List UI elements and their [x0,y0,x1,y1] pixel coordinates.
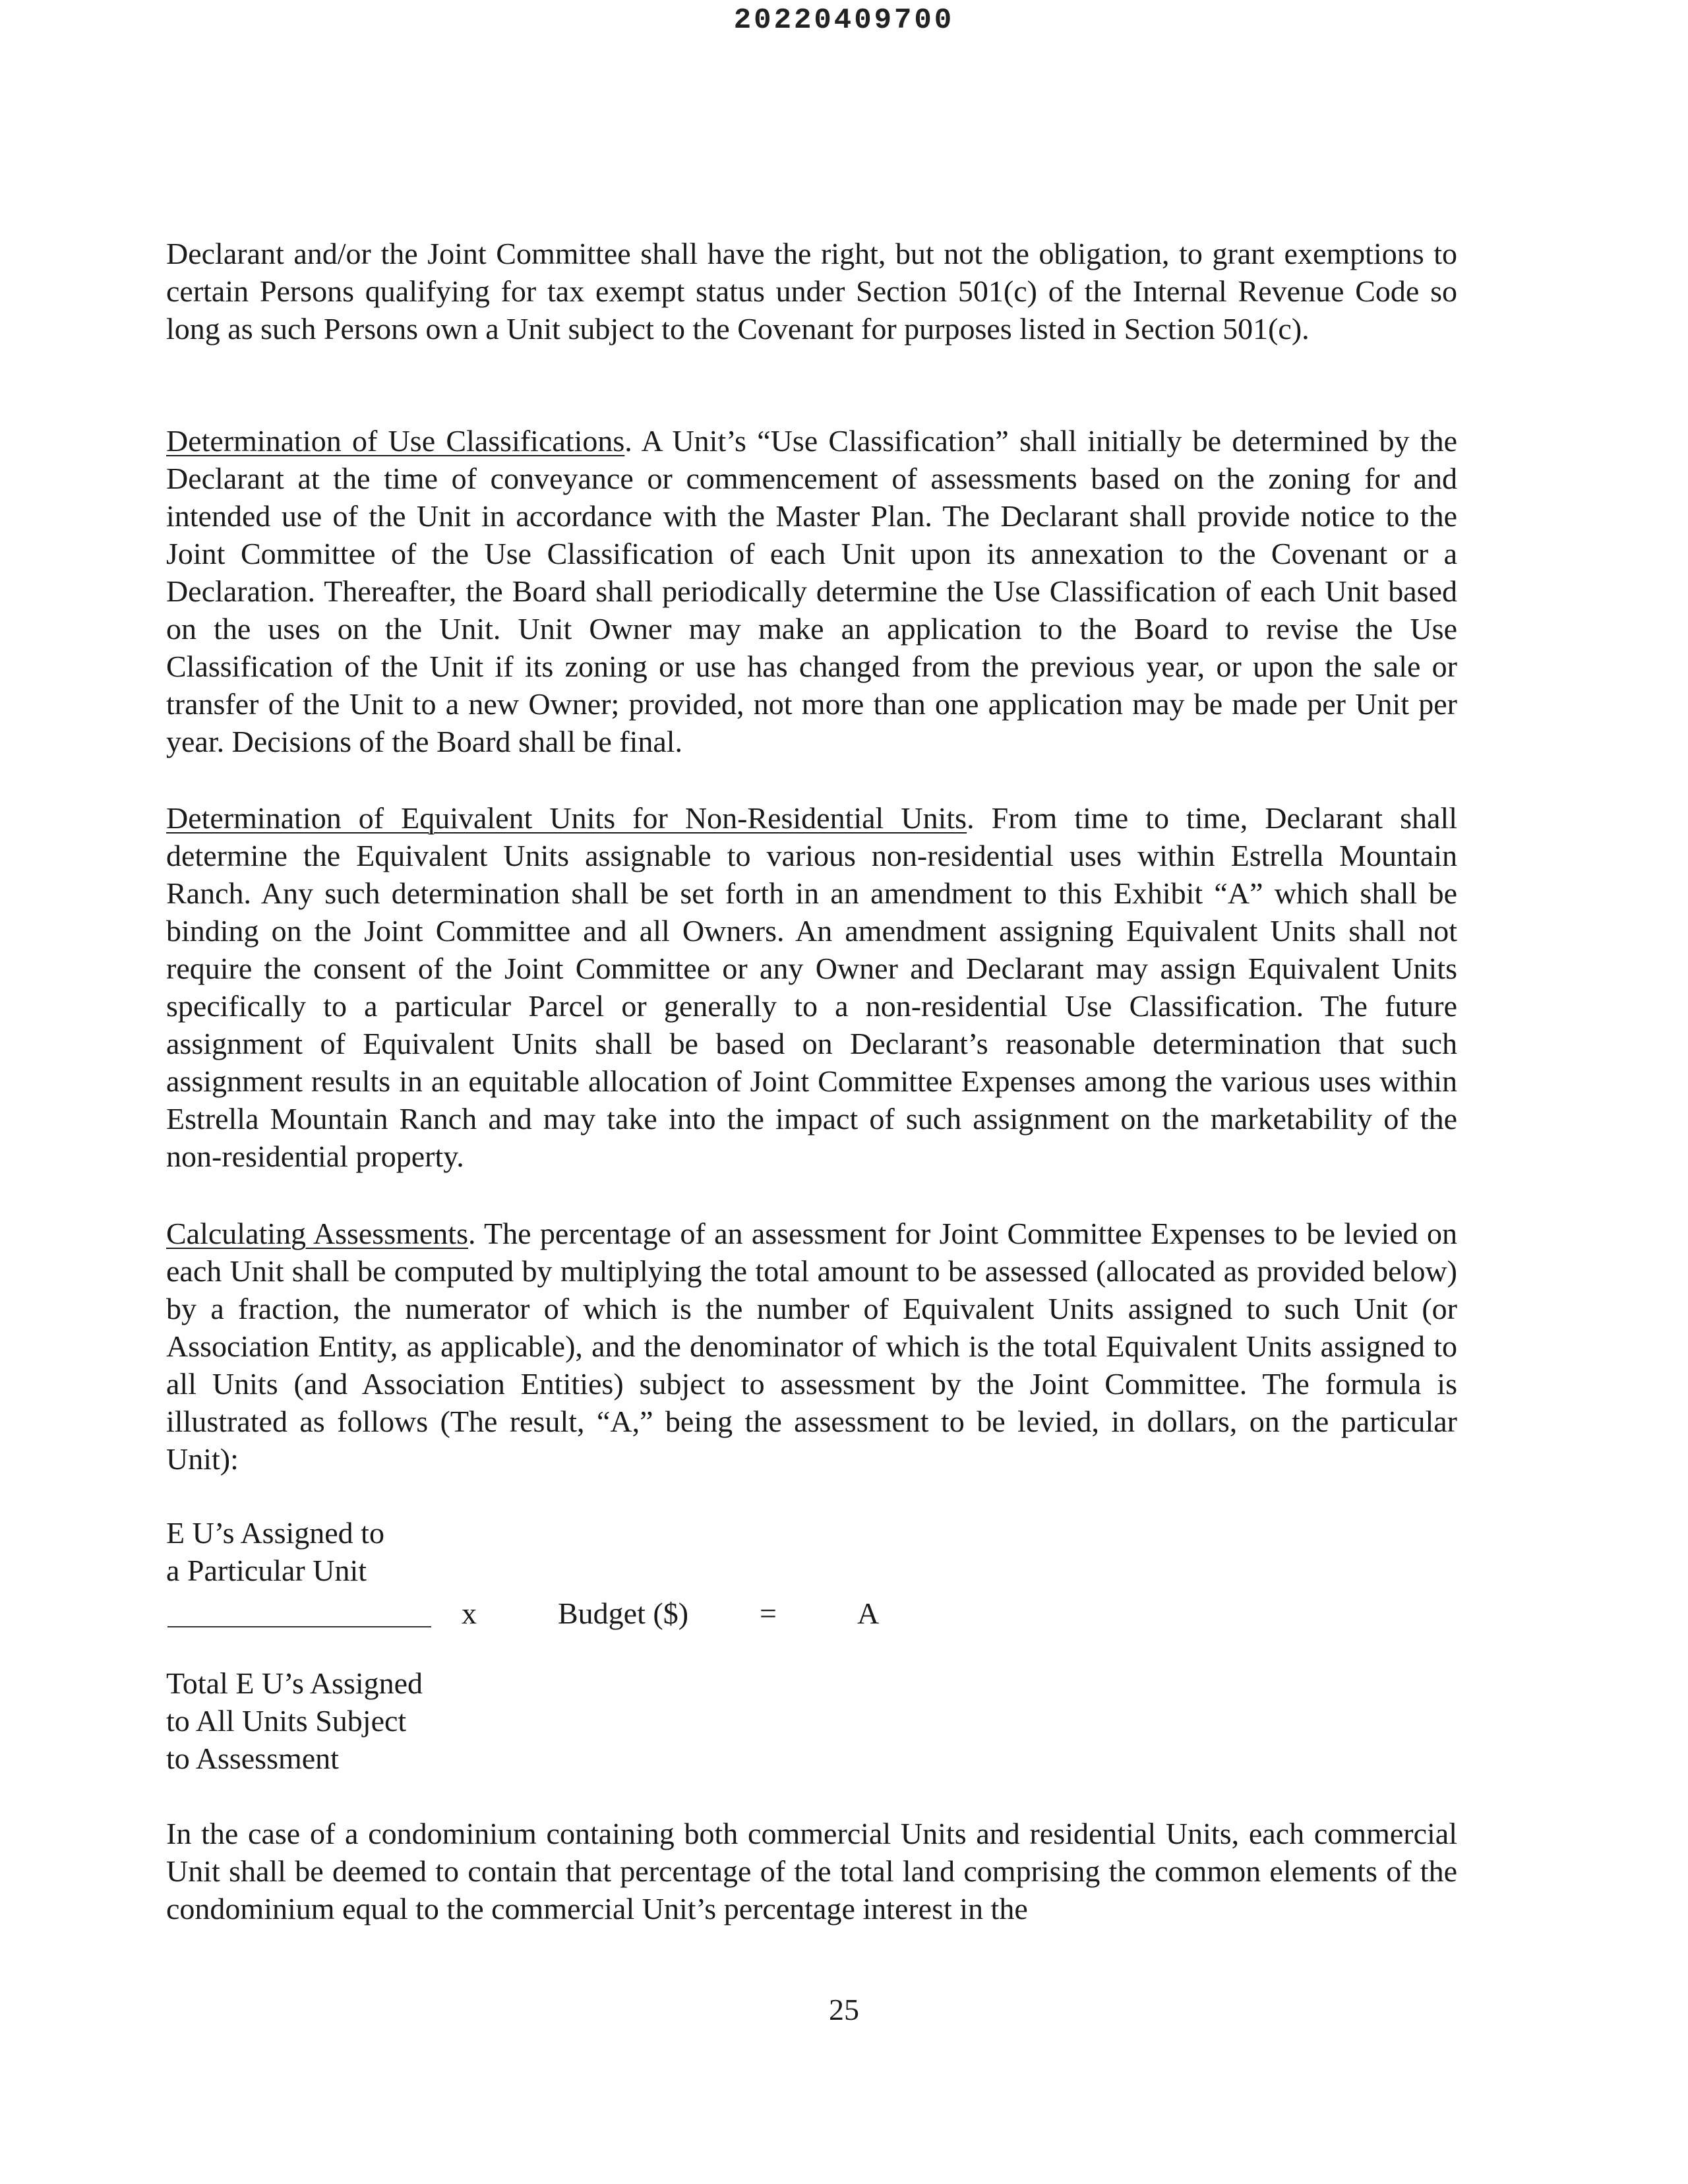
formula-budget: Budget ($) [558,1596,689,1630]
paragraph-equivalent-units [166,799,1457,1175]
formula-denominator-line-1: Total E U’s Assigned [166,1666,423,1700]
heading-calculating-assessments: Calculating Assessments [166,1217,468,1250]
paragraph-use-classifications [166,422,1457,760]
text-equivalent-units: . From time to time, Declarant shall determine the Equivalent Units assignable to various non-residential uses within Estrella Mountain Ranch. Any such determination shall be set forth in an amendment to this Exhibit “A” which shall be binding on the Joint Committee and all Owners. An amendment assigning Equivalent Units shall not require the consent of the Joint Committee or any Owner and Declarant may assign Equivalent Units specifically to a particular Parcel or generally to a non-residential Use Classification. The future assignment of Equivalent Units shall be based on Declarant’s reasonable determination that such assignment results in an equitable allocation of Joint Committee Expenses among the various uses within Estrella Mountain Ranch and may take into the impact of such assignment on the marketability of the non-residential property. [166,801,1457,1173]
formula-equals-sign: = [760,1596,777,1630]
paragraph-calculating-assessments [166,1215,1457,1478]
document-number: 20220409700 [733,4,955,37]
formula-denominator-line-2: to All Units Subject [166,1704,407,1738]
heading-equivalent-units: Determination of Equivalent Units for Non-Residential Units [166,801,967,835]
formula-numerator-line-1: E U’s Assigned to [166,1516,384,1550]
formula-result: A [857,1596,880,1630]
text-calculating-assessments: . The percentage of an assessment for Joint Committee Expenses to be levied on each Unit shall be computed by multiplying the total amount to be assessed (allocated as provided below) by a fraction, the numerator of which is the number of Equivalent Units assigned to such Unit (or Association Entity, as applicable), and the denominator of which is the total Equivalent Units assigned to all Units (and Association Entities) subject to assessment by the Joint Committee. The formula is illustrated as follows (The result, “A,” being the assessment to be levied, in dollars, on the particular Unit): [166,1217,1457,1476]
paragraph-exemptions: Declarant and/or the Joint Committee shall have the right, but not the obligation, to grant exemptions to certain Persons qualifying for tax exempt status under Section 501(c) of the Internal Revenue Code so long as such Persons own a Unit subject to the Covenant for purposes listed in Section 501(c). [166,237,1457,346]
heading-use-classifications: Determination of Use Classifications [166,424,625,458]
text-use-classifications: . A Unit’s “Use Classification” shall initially be determined by the Declarant at the time of conveyance or commencement of assessments based on the zoning for and intended use of the Unit in accordance with the Master Plan. The Declarant shall provide notice to the Joint Committee of the Use Classification of each Unit upon its annexation to the Covenant or a Declaration. Thereafter, the Board shall periodically determine the Use Classification of each Unit based on the uses on the Unit. Unit Owner may make an application to the Board to revise the Use Classification of the Unit if its zoning or use has changed from the previous year, or upon the sale or transfer of the Unit to a new Owner; provided, not more than one application may be made per Unit per year. Decisions of the Board shall be final. [166,424,1457,758]
formula-denominator-line-3: to Assessment [166,1742,339,1775]
page-number: 25 [829,1993,859,2026]
formula-multiply-sign: x [462,1596,477,1630]
paragraph-condominium: In the case of a condominium containing both commercial Units and residential Units, each commercial Unit shall be deemed to contain that percentage of the total land comprising the common elements of the condominium equal to the commercial Unit’s percentage interest in the [166,1817,1457,1926]
formula-numerator-line-2: a Particular Unit [166,1554,367,1587]
formula-fraction-bar [167,1626,431,1627]
